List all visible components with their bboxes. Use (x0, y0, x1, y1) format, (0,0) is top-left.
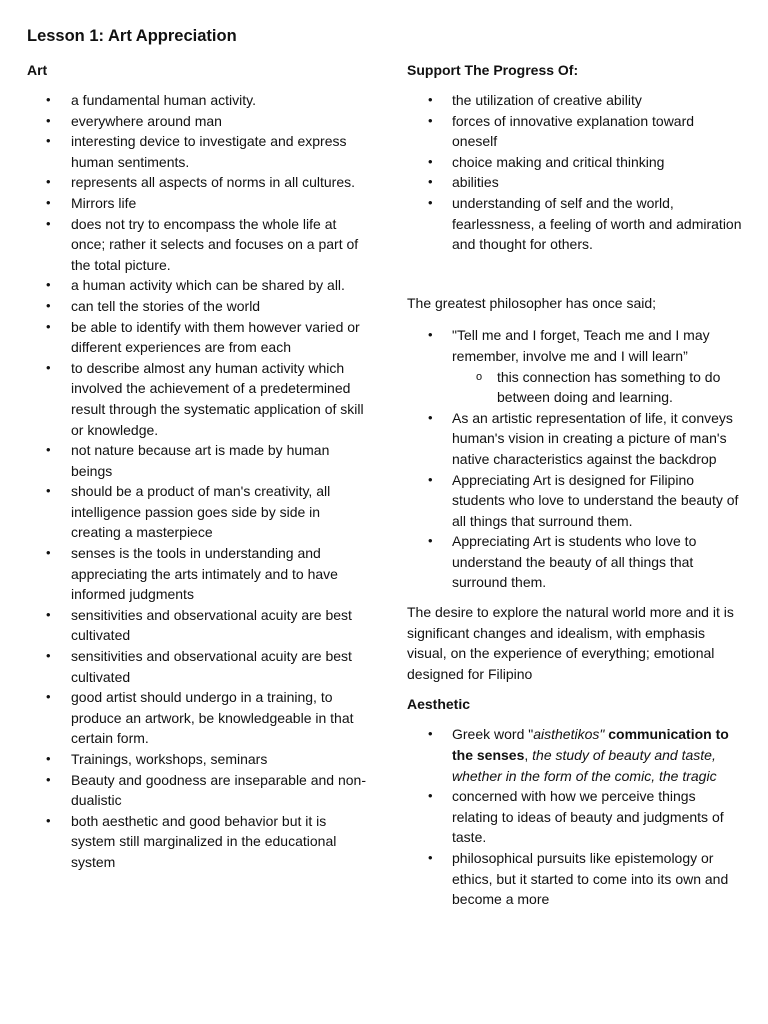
list-item: • can tell the stories of the world (27, 296, 372, 317)
desire-paragraph: The desire to explore the natural world more and it is significant changes and idealism, with emphasis visual, on the experience of everything; emotional designed for Filipino (407, 604, 734, 682)
aesthetic-heading: Aesthetic (407, 696, 471, 713)
list-item: • Beauty and goodness are inseparable and non-dualistic (27, 770, 372, 811)
right-column (407, 60, 742, 910)
support-heading: Support The Progress Of: (407, 62, 579, 78)
philosopher-intro: The greatest philosopher has once said; (407, 294, 657, 311)
support-list (407, 90, 742, 255)
list-item: • Appreciating Art is designed for Filipino students who love to understand the beauty of all things that surround them. (407, 470, 742, 532)
sub-list-item: o this connection has something to do between doing and learning. (407, 367, 742, 408)
list-item: • the utilization of creative ability (407, 90, 742, 111)
quote-text: "Tell me and I forget, Teach me and I may remember, involve me and I will learn” (452, 327, 710, 364)
greek-word-prefix: Greek word " (452, 726, 534, 743)
list-item: • sensitivities and observational acuity are best cultivated (27, 605, 372, 646)
communication-phrase: communication to the senses (452, 726, 729, 764)
page-title: Lesson 1: Art Appreciation (27, 27, 237, 45)
list-item (407, 325, 742, 407)
philosopher-list (407, 325, 742, 593)
list-item: • both aesthetic and good behavior but it is system still marginalized in the educational system (27, 811, 372, 873)
list-item: • understanding of self and the world, fearlessness, a feeling of worth and admiration and thought for others. (407, 193, 742, 255)
list-item: • senses is the tools in understanding and appreciating the arts intimately and to have informed judgments (27, 543, 372, 605)
separator-comma: , (524, 747, 533, 764)
list-item: • sensitivities and observational acuity are best cultivated (27, 646, 372, 687)
list-item: • be able to identify with them however varied or different experiences are from each (27, 317, 372, 358)
list-item: • everywhere around man (27, 111, 372, 132)
list-item: • does not try to encompass the whole life at once; rather it selects and focuses on a part of the total picture. (27, 214, 372, 276)
list-item: • a human activity which can be shared by all. (27, 275, 372, 296)
list-item: • represents all aspects of norms in all cultures. (27, 172, 372, 193)
list-item: • Trainings, workshops, seminars (27, 749, 372, 770)
art-heading: Art (27, 62, 48, 78)
list-item: • a fundamental human activity. (27, 90, 372, 111)
greek-term: aisthetikos" (533, 726, 605, 743)
list-item: • good artist should undergo in a training, to produce an artwork, be knowledgeable in that certain form. (27, 687, 372, 749)
left-column (27, 60, 372, 873)
list-item: • concerned with how we perceive things relating to ideas of beauty and judgments of taste. (407, 786, 742, 848)
list-item: • not nature because art is made by human beings (27, 440, 372, 481)
study-of-beauty-phrase: the study of beauty and taste, whether in the form of the comic, the tragic (452, 747, 717, 784)
list-item: • Appreciating Art is students who love to understand the beauty of all things that surround them. (407, 531, 742, 593)
sub-list (407, 367, 742, 408)
art-list (27, 90, 372, 873)
list-item: • forces of innovative explanation toward oneself (407, 111, 742, 152)
list-item: • interesting device to investigate and express human sentiments. (27, 131, 372, 172)
list-item: • abilities (407, 172, 742, 193)
list-item (407, 724, 742, 786)
list-item: • As an artistic representation of life, it conveys human's vision in creating a picture of man's native characteristics against the backdrop (407, 408, 742, 470)
list-item: • philosophical pursuits like epistemology or ethics, but it started to come into its own and become a more (407, 848, 742, 910)
list-item: • Mirrors life (27, 193, 372, 214)
list-item: • to describe almost any human activity which involved the achievement of a predetermined result through the systematic application of skill or knowledge. (27, 358, 372, 440)
list-item: • should be a product of man's creativity, all intelligence passion goes side by side in creating a masterpiece (27, 481, 372, 543)
list-item: • choice making and critical thinking (407, 152, 742, 173)
aesthetic-list (407, 724, 742, 909)
